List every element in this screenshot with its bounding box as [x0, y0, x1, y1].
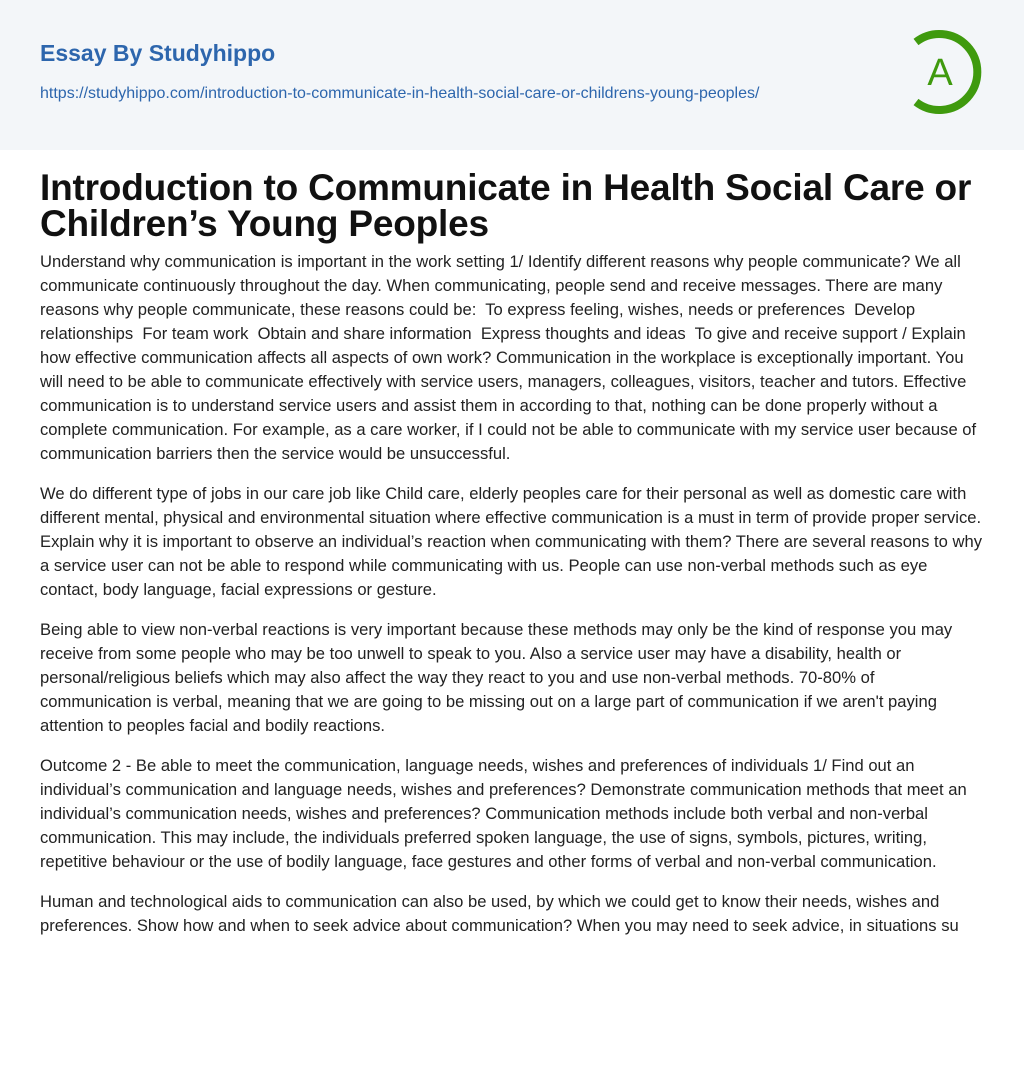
studyhippo-logo-icon	[898, 28, 986, 116]
logo-letter: A	[927, 52, 953, 94]
essay-paragraph: Understand why communication is important in the work setting 1/ Identify different reasons why people communicate? We all communicate continuously throughout the day. When communicating, people send and receive messages. There are many reasons why people communicate, these reasons could be: To express feeling, wishes, needs or preferences Develop relationships For team work Obtain and share information Express thoughts and ideas To give and receive support / Explain how effective communication affects all aspects of own work? Communication in the workplace is exceptionally important. You will need to be able to communicate effectively with service users, managers, colleagues, visitors, teacher and tutors. Effective communication is to understand service users and assist them in according to that, nothing can be done properly without a complete communication. For example, as a care worker, if I could not be able to communicate with my service user because of communication barriers then the service would be unsuccessful.	[40, 252, 981, 463]
essay-paragraph: Human and technological aids to communication can also be used, by which we could get to know their needs, wishes and preferences. Show how and when to seek advice about communication? When you may need to seek advice, in situations su	[40, 892, 959, 935]
essay-paragraph: We do different type of jobs in our care job like Child care, elderly peoples care for their personal as well as domestic care with different mental, physical and environmental situation where effective communication is a must in term of provide proper service. Explain why it is important to observe an individual’s reaction when communicating with them? There are several reasons to why a service user can not be able to respond while communicating with us. People can use non-verbal methods such as eye contact, body language, facial expressions or gesture.	[40, 484, 991, 599]
essay-body	[40, 250, 990, 954]
essay-paragraph: Outcome 2 - Be able to meet the communication, language needs, wishes and preferences of individuals 1/ Find out an individual’s communication and language needs, wishes and preferences? Demonstrate communication methods that meet an individual’s communication needs, wishes and preferences? Communication methods include both verbal and non-verbal communication. This may include, the individuals preferred spoken language, the use of signs, symbols, pictures, writing, repetitive behaviour or the use of bodily language, face gestures and other forms of verbal and non-verbal communication.	[40, 756, 972, 871]
essay-paragraph: Being able to view non-verbal reactions is very important because these methods may only be the kind of response you may receive from some people who may be too unwell to speak to you. Also a service user may have a disability, health or personal/religious beliefs which may also affect the way they react to you and use non-verbal methods. 70-80% of communication is verbal, meaning that we are going to be missing out on a large part of communication if we aren't paying attention to peoples facial and bodily reactions.	[40, 620, 957, 735]
page-title: Introduction to Communicate in Health Social Care or Children’s Young Peoples	[40, 167, 972, 244]
essay-url-link[interactable]: https://studyhippo.com/introduction-to-communicate-in-health-social-care-or-childrens-young-peoples/	[40, 85, 760, 102]
site-header	[0, 0, 1024, 150]
brand-title: Essay By Studyhippo	[40, 40, 276, 66]
